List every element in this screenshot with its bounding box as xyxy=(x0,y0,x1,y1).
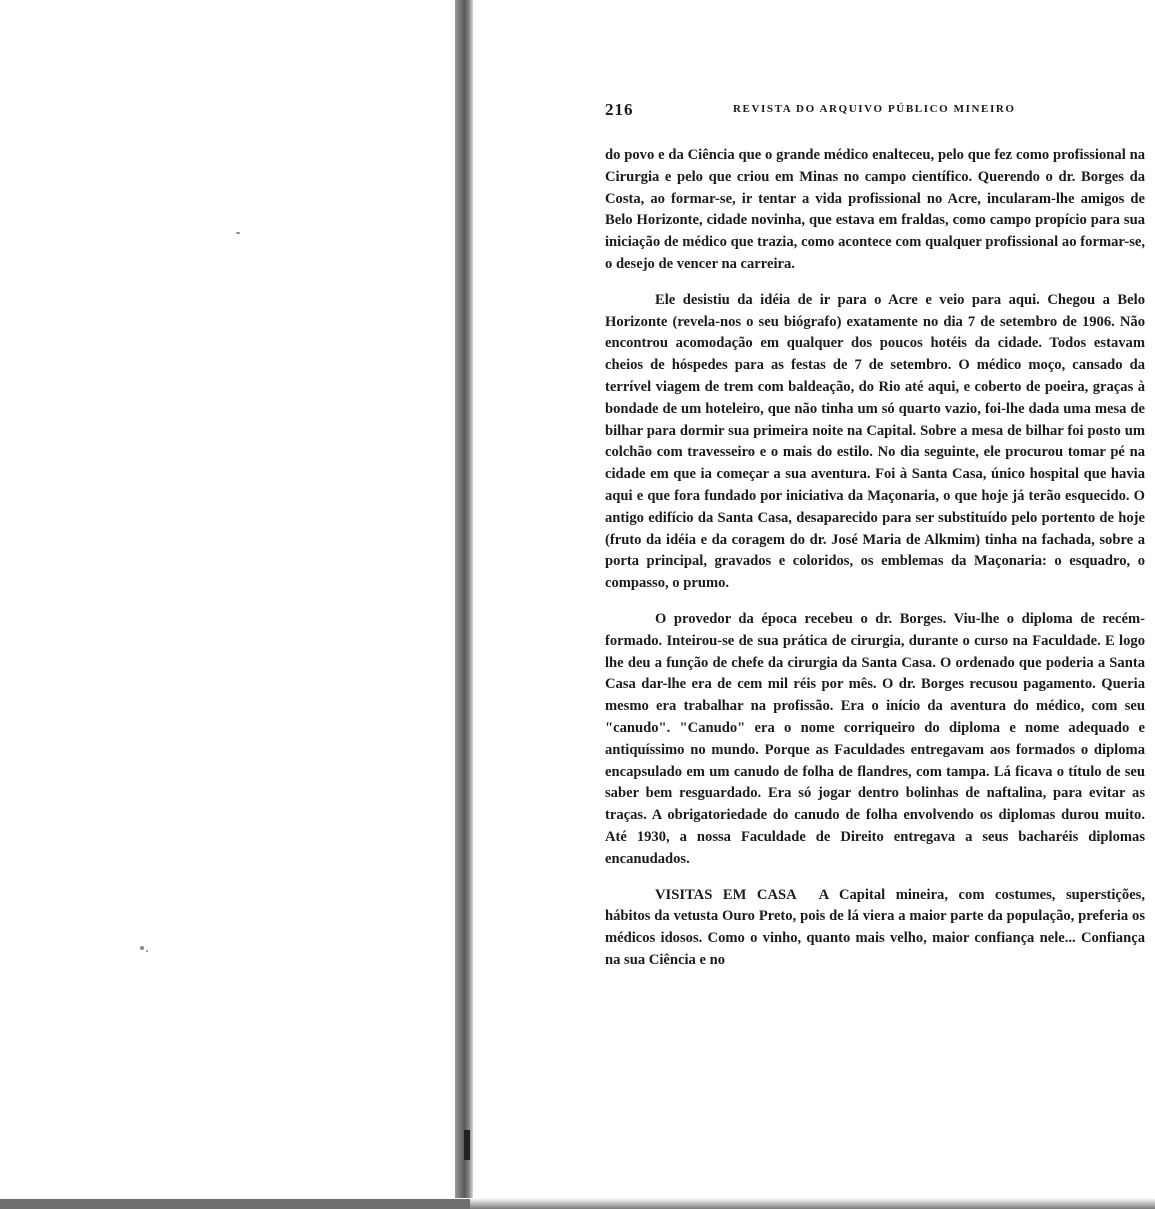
page-header xyxy=(605,100,1145,120)
running-head: REVISTA DO ARQUIVO PÚBLICO MINEIRO xyxy=(733,103,1016,115)
paragraph: O provedor da época recebeu o dr. Borges. Viu-lhe o diploma de recém-formado. Inteirou-se de sua prática de cirurgia, durante o curso na Faculdade. E logo lhe deu a função de chefe da cirurgia da Santa Casa. O ordenado que poderia a Santa Casa dar-lhe era de cem mil réis por mês. O dr. Borges recusou pagamento. Queria mesmo era trabalhar na profissão. Era o início da aventura do médico, com seu "canudo". "Canudo" era o nome corriqueiro do diploma e nome adequado e antiquíssimo no mundo. Porque as Faculdades entregavam aos formados o diploma encapsulado em um canudo de folha de flandres, com tampa. Lá ficava o título de seu saber bem resguardado. Era só jogar dentro bolinhas de naftalina, para evitar as traças. A obrigatoriedade do canudo de folha envolvendo os diplomas durou muito. Até 1930, a nossa Faculdade de Direito entregava a seus bacharéis diplomas encanudados. xyxy=(605,610,1145,867)
section-paragraph xyxy=(605,885,1145,972)
page-speck xyxy=(140,946,144,950)
section-text: A Capital mineira, com costumes, superstições, hábitos da vetusta Ouro Preto, pois de lá viera a maior parte da população, preferia os médicos idosos. Como o vinho, quanto mais velho, maior confiança nele... Confiança na sua Ciência e no xyxy=(605,886,1146,968)
body-text xyxy=(605,145,1145,986)
page-number: 216 xyxy=(605,100,634,119)
text-page xyxy=(473,0,1155,1198)
section-title: VISITAS EM CASA xyxy=(655,886,797,903)
page-speck xyxy=(236,232,240,234)
blank-left-page xyxy=(0,0,455,1209)
book-gutter xyxy=(455,0,473,1209)
gutter-mark xyxy=(464,1130,470,1160)
page-speck xyxy=(146,950,148,952)
paragraph: Ele desistiu da idéia de ir para o Acre e veio para aqui. Chegou a Belo Horizonte (revela-nos o seu biógrafo) exatamente no dia 7 de setembro de 1906. Não encontrou acomodação em qualquer dos poucos hotéis da cidade. Todos estavam cheios de hóspedes para as festas de 7 de setembro. O médico moço, cansado da terrível viagem de trem com baldeação, do Rio até aqui, e coberto de poeira, graças à bondade de um hoteleiro, que não tinha um só quarto vazio, foi-lhe dada uma mesa de bilhar para dormir sua primeira noite na Capital. Sobre a mesa de bilhar foi posto um colchão com travesseiro e o mais do estilo. No dia seguinte, ele procurou tomar pé na cidade em que ia começar a sua aventura. Foi à Santa Casa, único hospital que havia aqui e que fora fundado por iniciativa da Maçonaria, o que hoje já terão esquecido. O antigo edifício da Santa Casa, desaparecido para ser substituído pelo portento de hoje (fruto da idéia e da coragem do dr. José Maria de Alkmim) tinha na fachada, sobre a porta principal, gravados e coloridos, os emblemas da Maçonaria: o esquadro, o compasso, o prumo. xyxy=(605,291,1145,592)
left-page-bottom-edge xyxy=(0,1199,470,1209)
paragraph: do povo e da Ciência que o grande médico enalteceu, pelo que fez como profissional na Cirurgia e pelo que criou em Minas no campo científico. Querendo o dr. Borges da Costa, ao formar-se, ir tentar a vida profissional no Acre, incularam-lhe amigos de Belo Horizonte, cidade novinha, que estava em fraldas, como campo propício para sua iniciação de médico que trazia, como acontece com qualquer profissional ao formar-se, o desejo de vencer na carreira. xyxy=(605,147,1145,272)
